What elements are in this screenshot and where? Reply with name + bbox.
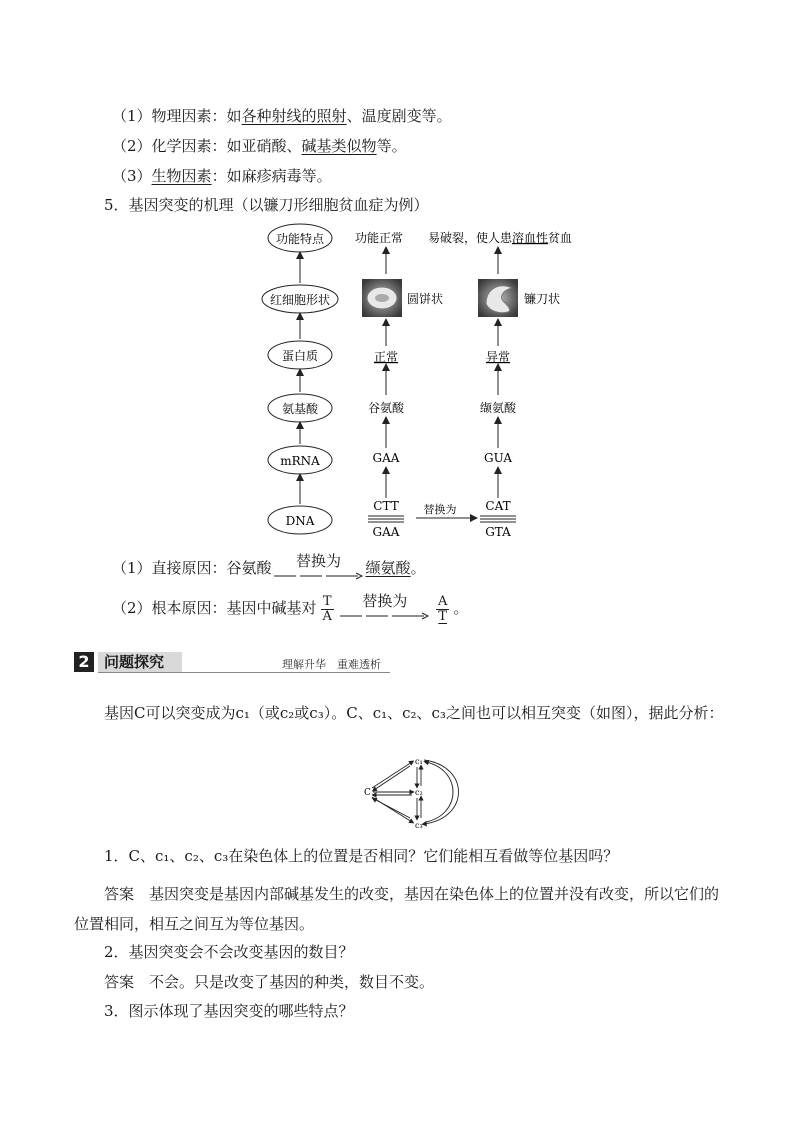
mini-c2-label: c₂	[415, 788, 423, 797]
normal-cell-image	[362, 279, 402, 317]
question-1: 1．C、c₁、c₂、c₃在染色体上的位置是否相同？它们能相互看做等位基因吗？	[104, 847, 619, 865]
cause-physical-example: 各种射线的照射	[241, 107, 347, 125]
direct-cause-arrow: 替换为	[274, 553, 364, 585]
intro-paragraph: 基因C可以突变成为c₁（或c₂或c₃）。C、c₁、c₂、c₃之间也可以相互突变（如图），据此分析：	[104, 704, 724, 722]
replace-label: 替换为	[423, 503, 457, 516]
normal-protein: 正常	[373, 350, 399, 364]
chain-protein	[268, 341, 332, 369]
answer-1: 答案 基因突变是基因内部碱基发生的改变，基因在染色体上的位置并没有改变，所以它们的位置相同，相互之间互为等位基因。	[74, 885, 720, 933]
svg-text:DNA: DNA	[285, 514, 315, 528]
normal-amino-acid: 谷氨酸	[367, 401, 405, 415]
answer-2: 答案 不会。只是改变了基因的种类，数目不变。	[104, 973, 435, 991]
mechanism-title: 5．基因突变的机理（以镰刀形细胞贫血症为例）	[104, 196, 429, 214]
abnormal-codon: GUA	[484, 451, 512, 465]
mini-c3-label: c₃	[415, 821, 423, 830]
chain-cell-shape	[262, 285, 338, 313]
mechanism-diagram	[250, 222, 580, 546]
mutation-diagram	[360, 752, 466, 832]
section-title: 问题探究	[98, 652, 182, 672]
normal-codon: GAA	[372, 451, 400, 465]
answer-1-label: 答案	[104, 885, 135, 903]
normal-dna-top: CTT	[373, 499, 399, 513]
abnormal-amino-acid: 缬氨酸	[479, 401, 517, 415]
cause-physical: （1）物理因素：如各种射线的照射、温度剧变等。	[112, 107, 452, 125]
abnormal-protein: 异常	[485, 350, 511, 364]
svg-text:氨基酸: 氨基酸	[281, 402, 319, 416]
svg-text:蛋白质: 蛋白质	[281, 349, 319, 363]
cause-biological-label: 生物因素	[151, 167, 212, 185]
section-subtitle: 理解升华 重难透析	[282, 658, 381, 671]
mini-c-label: C	[364, 788, 371, 798]
chain-amino-acid	[268, 394, 332, 422]
root-cause-arrow: 替换为	[340, 593, 430, 625]
normal-dna-bottom: GAA	[372, 525, 400, 539]
svg-text:红细胞形状: 红细胞形状	[269, 293, 331, 307]
chain-dna	[268, 506, 332, 534]
abnormal-dna-top: CAT	[485, 499, 511, 513]
abnormal-shape-label: 镰刀状	[524, 292, 561, 306]
cause-chemical: （2）化学因素：如亚硝酸、碱基类似物等。	[112, 137, 407, 155]
question-2: 2．基因突变会不会改变基因的数目？	[104, 943, 354, 961]
cause-chemical-example: 碱基类似物	[301, 137, 377, 155]
question-3: 3．图示体现了基因突变的哪些特点？	[104, 1002, 354, 1020]
svg-text:功能特点: 功能特点	[275, 232, 325, 246]
section-number: 2	[74, 652, 94, 672]
abnormal-function: 易破裂，使人患溶血性贫血	[427, 231, 573, 245]
cause-biological: （3）生物因素：如麻疹病毒等。	[112, 167, 332, 185]
chain-mrna	[268, 446, 332, 474]
abnormal-dna-bottom: GTA	[485, 525, 511, 539]
mini-c1-label: c₁	[415, 757, 423, 766]
direct-cause: （1）直接原因：谷氨酸 替换为 缬氨酸。	[112, 551, 426, 585]
section-rule	[98, 672, 390, 673]
normal-function: 功能正常	[354, 231, 404, 245]
root-cause-from-pair: $\frac{T}{A}$	[322, 593, 332, 624]
abnormal-cell-image	[478, 279, 518, 317]
chain-function	[268, 224, 332, 252]
normal-shape-label: 圆饼状	[407, 292, 444, 306]
svg-text:mRNA: mRNA	[280, 454, 320, 468]
root-cause-to-pair: $\frac{A}{T}$	[437, 593, 448, 624]
answer-2-label: 答案	[104, 973, 135, 991]
direct-cause-result: 缬氨酸	[365, 559, 411, 577]
root-cause: （2）根本原因：基因中碱基对 $\frac{T}{A}$ 替换为 $\frac{A}{T}$ 。	[112, 592, 469, 624]
